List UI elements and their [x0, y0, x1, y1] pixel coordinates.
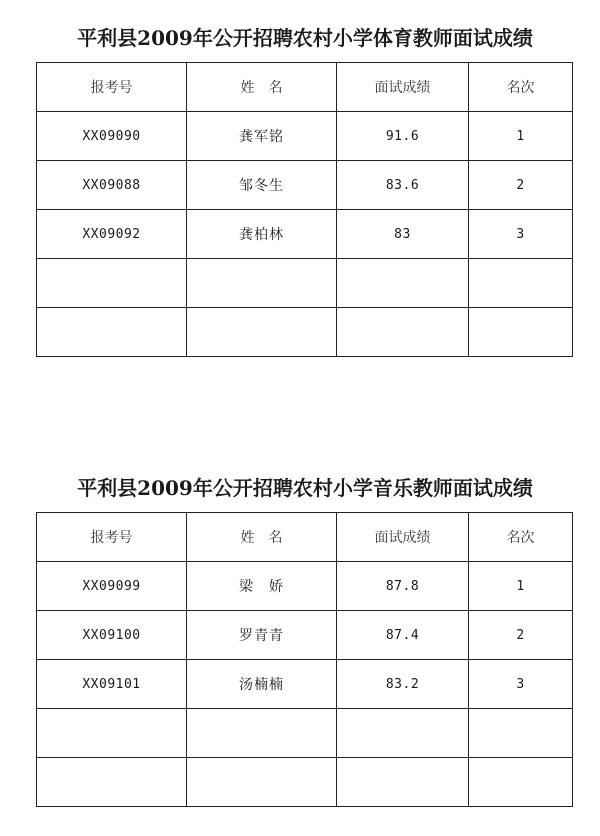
- header-exam-number: 报考号: [37, 63, 187, 112]
- score-cell: 87.8: [337, 562, 469, 611]
- name-cell: [187, 758, 337, 807]
- rank-cell: 2: [469, 611, 573, 660]
- rank-cell: [469, 308, 573, 357]
- score-cell: 83.2: [337, 660, 469, 709]
- score-cell: 83: [337, 210, 469, 259]
- rank-cell: [469, 758, 573, 807]
- score-cell: [337, 758, 469, 807]
- exam-number-cell: XX09100: [37, 611, 187, 660]
- score-cell: [337, 259, 469, 308]
- score-cell: [337, 709, 469, 758]
- name-cell: [187, 308, 337, 357]
- table-header-row: [37, 63, 573, 112]
- header-exam-number: 报考号: [37, 513, 187, 562]
- exam-number-cell: [37, 758, 187, 807]
- rank-cell: [469, 259, 573, 308]
- table-row: [37, 259, 573, 308]
- exam-number-cell: XX09092: [37, 210, 187, 259]
- table-row: [37, 660, 573, 709]
- exam-number-cell: XX09088: [37, 161, 187, 210]
- header-interview-score: 面试成绩: [337, 63, 469, 112]
- exam-number-cell: [37, 308, 187, 357]
- pe-table-title: 平利县2009年公开招聘农村小学体育教师面试成绩: [77, 26, 533, 50]
- name-cell: [187, 259, 337, 308]
- rank-cell: 2: [469, 161, 573, 210]
- score-cell: 91.6: [337, 112, 469, 161]
- name-cell: 龚军铭: [187, 112, 337, 161]
- table-header-row: [37, 513, 573, 562]
- name-cell: 龚柏林: [187, 210, 337, 259]
- music-score-table: [36, 512, 573, 807]
- rank-cell: 1: [469, 112, 573, 161]
- pe-score-table: [36, 62, 573, 357]
- table-row: [37, 709, 573, 758]
- table-row: [37, 308, 573, 357]
- music-teacher-section: [0, 470, 600, 693]
- name-cell: [187, 709, 337, 758]
- table-row: [37, 210, 573, 259]
- table-row: [37, 562, 573, 611]
- rank-cell: 3: [469, 660, 573, 709]
- header-rank: 名次: [469, 513, 573, 562]
- music-table-title: 平利县2009年公开招聘农村小学音乐教师面试成绩: [77, 476, 533, 500]
- exam-number-cell: [37, 709, 187, 758]
- table-row: [37, 112, 573, 161]
- name-cell: 罗青青: [187, 611, 337, 660]
- exam-number-cell: XX09090: [37, 112, 187, 161]
- header-name: 姓 名: [187, 513, 337, 562]
- table-row: [37, 758, 573, 807]
- table-row: [37, 611, 573, 660]
- rank-cell: 3: [469, 210, 573, 259]
- rank-cell: [469, 709, 573, 758]
- score-cell: 83.6: [337, 161, 469, 210]
- score-cell: 87.4: [337, 611, 469, 660]
- exam-number-cell: XX09099: [37, 562, 187, 611]
- exam-number-cell: XX09101: [37, 660, 187, 709]
- pe-teacher-section: [0, 20, 600, 243]
- name-cell: 梁 娇: [187, 562, 337, 611]
- rank-cell: 1: [469, 562, 573, 611]
- name-cell: 邹冬生: [187, 161, 337, 210]
- header-name: 姓 名: [187, 63, 337, 112]
- exam-number-cell: [37, 259, 187, 308]
- header-interview-score: 面试成绩: [337, 513, 469, 562]
- name-cell: 汤楠楠: [187, 660, 337, 709]
- header-rank: 名次: [469, 63, 573, 112]
- score-cell: [337, 308, 469, 357]
- table-row: [37, 161, 573, 210]
